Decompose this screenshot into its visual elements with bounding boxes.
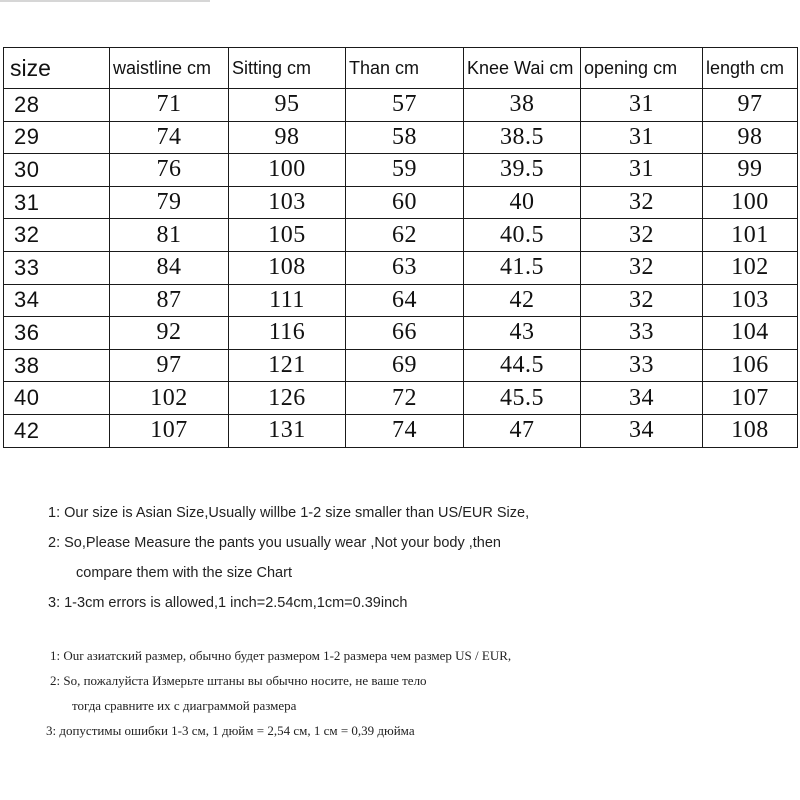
- note-en-1: 1: Our size is Asian Size,Usually willbe 1-2 size smaller than US/EUR Size,: [48, 505, 530, 521]
- measurement-cell: 31: [581, 121, 703, 154]
- measurement-cell: 33: [581, 317, 703, 350]
- column-header: Knee Wai cm: [464, 48, 581, 89]
- note-ru-2: 2: So, пожалуйста Измерьте штаны вы обычно носите, не ваше тело: [50, 673, 427, 688]
- table-row: [4, 382, 798, 415]
- note-en-2-continued: compare them with the size Chart: [76, 565, 292, 581]
- size-chart-table: [3, 47, 798, 448]
- measurement-cell: 60: [346, 186, 464, 219]
- measurement-cell: 87: [110, 284, 229, 317]
- size-cell: 36: [4, 317, 110, 350]
- size-cell: 34: [4, 284, 110, 317]
- measurement-cell: 97: [703, 89, 798, 122]
- measurement-cell: 76: [110, 154, 229, 187]
- measurement-cell: 104: [703, 317, 798, 350]
- measurement-cell: 43: [464, 317, 581, 350]
- measurement-cell: 71: [110, 89, 229, 122]
- measurement-cell: 126: [229, 382, 346, 415]
- measurement-cell: 59: [346, 154, 464, 187]
- measurement-cell: 74: [346, 414, 464, 447]
- measurement-cell: 98: [703, 121, 798, 154]
- measurement-cell: 100: [703, 186, 798, 219]
- size-cell: 31: [4, 186, 110, 219]
- measurement-cell: 131: [229, 414, 346, 447]
- table-row: [4, 317, 798, 350]
- measurement-cell: 106: [703, 349, 798, 382]
- measurement-cell: 84: [110, 251, 229, 284]
- column-header: size: [4, 48, 110, 89]
- column-header: Sitting cm: [229, 48, 346, 89]
- table-row: [4, 251, 798, 284]
- table-row: [4, 89, 798, 122]
- measurement-cell: 38.5: [464, 121, 581, 154]
- column-header: opening cm: [581, 48, 703, 89]
- measurement-cell: 34: [581, 382, 703, 415]
- size-cell: 30: [4, 154, 110, 187]
- measurement-cell: 105: [229, 219, 346, 252]
- measurement-cell: 101: [703, 219, 798, 252]
- size-cell: 29: [4, 121, 110, 154]
- measurement-cell: 100: [229, 154, 346, 187]
- measurement-cell: 95: [229, 89, 346, 122]
- header-row: [4, 48, 798, 89]
- measurement-cell: 42: [464, 284, 581, 317]
- notes-english: [48, 498, 529, 618]
- measurement-cell: 97: [110, 349, 229, 382]
- table-row: [4, 414, 798, 447]
- note-ru-3: 3: допустимы ошибки 1-3 см, 1 дюйм = 2,54 см, 1 см = 0,39 дюйма: [46, 723, 415, 738]
- measurement-cell: 107: [110, 414, 229, 447]
- size-cell: 38: [4, 349, 110, 382]
- table-row: [4, 284, 798, 317]
- measurement-cell: 79: [110, 186, 229, 219]
- measurement-cell: 57: [346, 89, 464, 122]
- note-en-2: 2: So,Please Measure the pants you usually wear ,Not your body ,then: [48, 535, 501, 551]
- measurement-cell: 40: [464, 186, 581, 219]
- measurement-cell: 108: [703, 414, 798, 447]
- measurement-cell: 121: [229, 349, 346, 382]
- measurement-cell: 31: [581, 89, 703, 122]
- measurement-cell: 38: [464, 89, 581, 122]
- measurement-cell: 39.5: [464, 154, 581, 187]
- size-cell: 42: [4, 414, 110, 447]
- measurement-cell: 81: [110, 219, 229, 252]
- measurement-cell: 103: [229, 186, 346, 219]
- size-cell: 32: [4, 219, 110, 252]
- note-ru-2-continued: тогда сравните их с диаграммой размера: [72, 698, 297, 713]
- note-en-3: 3: 1-3cm errors is allowed,1 inch=2.54cm,1cm=0.39inch: [48, 595, 408, 611]
- table-row: [4, 349, 798, 382]
- measurement-cell: 40.5: [464, 219, 581, 252]
- measurement-cell: 98: [229, 121, 346, 154]
- measurement-cell: 69: [346, 349, 464, 382]
- measurement-cell: 63: [346, 251, 464, 284]
- column-header: length cm: [703, 48, 798, 89]
- size-cell: 40: [4, 382, 110, 415]
- table-row: [4, 121, 798, 154]
- measurement-cell: 103: [703, 284, 798, 317]
- table-row: [4, 186, 798, 219]
- measurement-cell: 41.5: [464, 251, 581, 284]
- measurement-cell: 102: [703, 251, 798, 284]
- measurement-cell: 47: [464, 414, 581, 447]
- measurement-cell: 66: [346, 317, 464, 350]
- measurement-cell: 72: [346, 382, 464, 415]
- measurement-cell: 62: [346, 219, 464, 252]
- table-header: [4, 48, 798, 89]
- table-row: [4, 154, 798, 187]
- measurement-cell: 33: [581, 349, 703, 382]
- measurement-cell: 74: [110, 121, 229, 154]
- measurement-cell: 32: [581, 219, 703, 252]
- measurement-cell: 99: [703, 154, 798, 187]
- measurement-cell: 34: [581, 414, 703, 447]
- measurement-cell: 107: [703, 382, 798, 415]
- size-cell: 28: [4, 89, 110, 122]
- measurement-cell: 31: [581, 154, 703, 187]
- measurement-cell: 58: [346, 121, 464, 154]
- notes-russian: [46, 643, 512, 743]
- top-divider: [0, 0, 210, 2]
- size-cell: 33: [4, 251, 110, 284]
- measurement-cell: 45.5: [464, 382, 581, 415]
- measurement-cell: 32: [581, 186, 703, 219]
- table-body: [4, 89, 798, 448]
- measurement-cell: 32: [581, 284, 703, 317]
- measurement-cell: 108: [229, 251, 346, 284]
- column-header: Than cm: [346, 48, 464, 89]
- note-ru-1: 1: Our азиатский размер, обычно будет размером 1-2 размера чем размер US / EUR,: [50, 648, 512, 663]
- measurement-cell: 111: [229, 284, 346, 317]
- measurement-cell: 64: [346, 284, 464, 317]
- measurement-cell: 92: [110, 317, 229, 350]
- table-row: [4, 219, 798, 252]
- measurement-cell: 116: [229, 317, 346, 350]
- column-header: waistline cm: [110, 48, 229, 89]
- measurement-cell: 102: [110, 382, 229, 415]
- measurement-cell: 44.5: [464, 349, 581, 382]
- measurement-cell: 32: [581, 251, 703, 284]
